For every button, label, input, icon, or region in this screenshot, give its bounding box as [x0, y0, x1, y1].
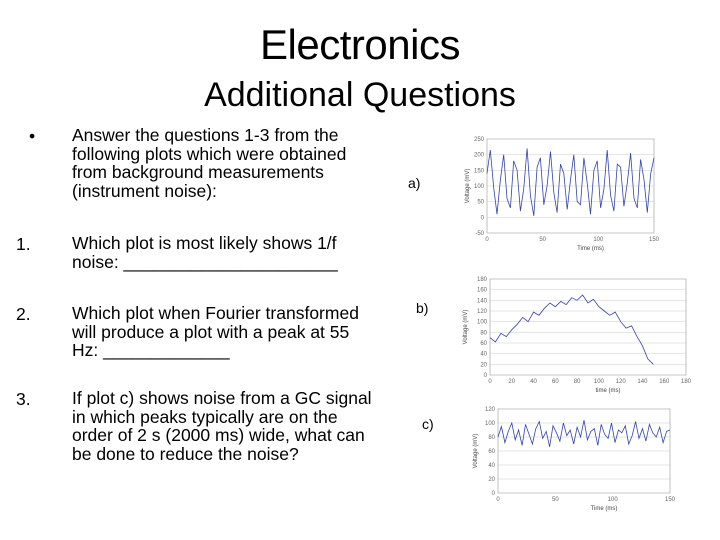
x-tick-label: 100 [607, 497, 618, 503]
y-axis-label: Voltage (mV) [465, 168, 471, 204]
y-tick-label: 60 [488, 449, 495, 455]
question-line: Which plot when Fourier transformed [72, 303, 359, 323]
y-tick-label: 100 [473, 184, 484, 190]
x-tick-label: 40 [530, 379, 537, 385]
question-3 [72, 389, 372, 463]
y-tick-label: 200 [473, 152, 484, 159]
x-axis-label: time (ms) [595, 388, 621, 394]
slide-subtitle: Additional Questions [204, 76, 516, 114]
x-tick-label: 0 [496, 497, 500, 503]
x-tick-label: 50 [551, 497, 559, 503]
question-line: If plot c) shows noise from a GC signal [72, 388, 372, 408]
x-tick-label: 150 [664, 497, 676, 503]
question-line: will produce a plot with a peak at 55 [72, 321, 350, 342]
y-tick-label: 150 [473, 168, 484, 175]
series-line [498, 420, 670, 447]
question-number: 2. [16, 304, 31, 324]
question-1 [72, 234, 338, 271]
plot-label-b: b) [416, 300, 429, 316]
x-tick-label: 140 [637, 379, 648, 385]
question-line: Which plot is most likely shows 1/f [72, 233, 337, 253]
question-number: 3. [16, 389, 31, 409]
question-line: noise: ______________________ [72, 251, 338, 272]
plot-c [470, 403, 676, 513]
y-tick-label: 20 [480, 362, 487, 369]
y-tick-label: 80 [480, 330, 487, 337]
x-tick-label: 120 [615, 379, 626, 385]
x-tick-label: 20 [508, 379, 516, 385]
y-tick-label: 50 [477, 199, 484, 206]
y-tick-label: 140 [476, 298, 487, 305]
x-tick-label: 0 [485, 237, 489, 243]
x-tick-label: 160 [659, 379, 670, 385]
intro-line: Answer the questions 1-3 from the [72, 125, 339, 145]
plot-a [462, 133, 660, 261]
y-tick-label: 100 [484, 421, 495, 427]
y-tick-label: 60 [480, 341, 487, 347]
plot-label-c: c) [422, 416, 434, 432]
y-tick-label: 250 [473, 137, 484, 143]
x-tick-label: 100 [593, 379, 604, 385]
question-line: Hz: _____________ [72, 340, 230, 360]
y-tick-label: 120 [476, 309, 487, 315]
y-tick-label: 0 [483, 373, 487, 379]
intro-paragraph [72, 126, 346, 200]
x-tick-label: 180 [680, 379, 692, 385]
plot-label-a: a) [408, 175, 421, 191]
bullet-marker: • [29, 126, 36, 146]
x-tick-label: 60 [551, 379, 559, 385]
y-tick-label: 20 [488, 477, 495, 483]
x-tick-label: 80 [573, 379, 581, 385]
y-tick-label: 160 [476, 287, 487, 294]
question-number: 1. [16, 234, 31, 254]
question-line: order of 2 s (2000 ms) wide, what can [72, 425, 365, 445]
y-tick-label: 40 [488, 463, 495, 469]
question-line: be done to reduce the noise? [72, 443, 299, 464]
x-axis-label: Time (ms) [577, 246, 604, 252]
x-axis-label: Time (ms) [590, 506, 618, 512]
y-tick-label: 120 [484, 407, 495, 413]
plot-b [460, 273, 692, 395]
y-tick-label: -50 [475, 231, 484, 237]
y-tick-label: 0 [480, 215, 484, 222]
question-line: in which peaks typically are on the [72, 406, 338, 427]
intro-line: from background measurements [72, 162, 324, 182]
plot-area [490, 279, 686, 375]
intro-line: (instrument noise): [72, 180, 217, 201]
slide-title: Electronics [260, 21, 460, 68]
y-tick-label: 0 [491, 491, 495, 497]
y-tick-label: 80 [488, 435, 495, 441]
x-tick-label: 0 [488, 379, 492, 385]
y-tick-label: 100 [476, 319, 487, 326]
x-tick-label: 150 [648, 237, 660, 243]
y-tick-label: 180 [476, 277, 487, 283]
y-axis-label: Voltage (mV) [473, 433, 479, 469]
x-tick-label: 50 [539, 237, 547, 243]
x-tick-label: 100 [593, 237, 604, 243]
series-line [487, 148, 654, 215]
intro-line: following plots which were obtained [72, 143, 347, 164]
y-tick-label: 40 [480, 351, 487, 358]
y-axis-label: Voltage (mV) [463, 309, 469, 345]
question-2 [72, 304, 359, 360]
